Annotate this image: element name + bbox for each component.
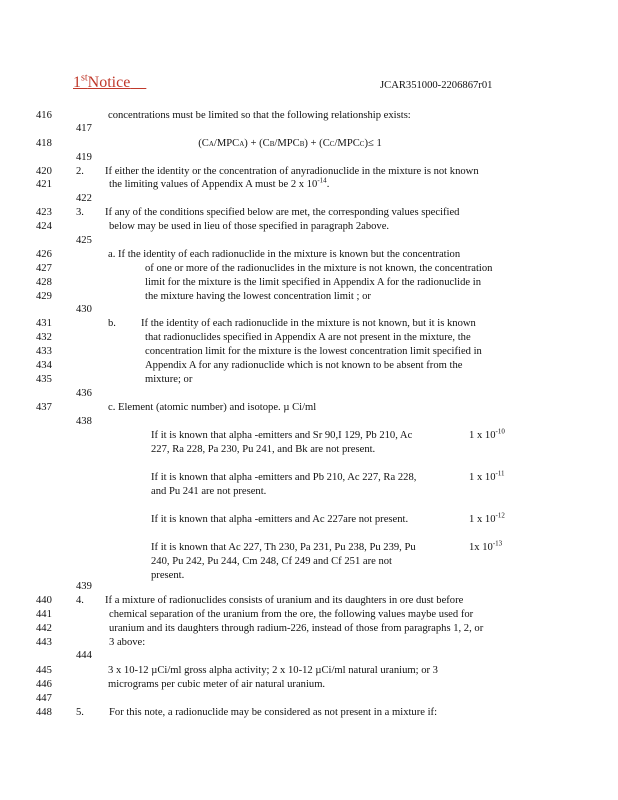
line-number: 439 bbox=[76, 581, 92, 592]
line-424-text: below may be used in lieu of those specified in paragraph 2above. bbox=[109, 221, 390, 232]
line-number: 416 bbox=[36, 110, 52, 121]
line-420-text: If either the identity or the concentration of anyradionuclide in the mixture is not known bbox=[105, 166, 479, 177]
line-443-text: 3 above: bbox=[109, 637, 146, 648]
table-row-1-value: 1 x $10^{-10}$ bbox=[469, 427, 505, 441]
line-number: 443 bbox=[36, 637, 52, 648]
line-number: 436 bbox=[76, 388, 92, 399]
line-number: 440 bbox=[36, 595, 52, 606]
line-number: 420 bbox=[36, 166, 52, 177]
line-number: 426 bbox=[36, 249, 52, 260]
line-number: 417 bbox=[76, 123, 92, 134]
line-number: 422 bbox=[76, 193, 92, 204]
notice-word: Notice bbox=[87, 74, 131, 91]
table-row-2-value: 1 x $10^{-11}$ bbox=[469, 469, 505, 483]
line-435-text: mixture; or bbox=[145, 374, 193, 385]
line-445-text: 3 x 10-12 µCi/ml gross alpha activity; 2 x 10-12 µCi/ml natural uranium; or 3 bbox=[108, 665, 438, 676]
document-id: JCAR351000-2206867r01 bbox=[380, 80, 493, 91]
line-number: 425 bbox=[76, 235, 92, 246]
table-row-4-condition-c: present. bbox=[151, 570, 185, 581]
item-2-number: 2. bbox=[76, 166, 84, 177]
item-b-label: b. bbox=[108, 318, 116, 329]
line-number: 418 bbox=[36, 138, 52, 149]
line-433-text: concentration limit for the mixture is the lowest concentration limit specified in bbox=[145, 346, 482, 357]
line-432-text: that radionuclides specified in Appendix A are not present in the mixture, the bbox=[145, 332, 471, 343]
table-row-3-condition: If it is known that alpha -emitters and Ac 227are not present. bbox=[151, 514, 409, 525]
line-number: 445 bbox=[36, 665, 52, 676]
line-number: 431 bbox=[36, 318, 52, 329]
line-442-text: uranium and its daughters through radium-226, instead of those from paragraphs 1, 2, or bbox=[109, 623, 484, 634]
line-431-text: If the identity of each radionuclide in the mixture is not known, but it is known bbox=[141, 318, 476, 329]
line-427-text: of one or more of the radionuclides in the mixture is not known, the concentration bbox=[145, 263, 493, 274]
line-number: 429 bbox=[36, 291, 52, 302]
line-423-text: If any of the conditions specified below are met, the corresponding values specified bbox=[105, 207, 460, 218]
line-number: 446 bbox=[36, 679, 52, 690]
line-number: 438 bbox=[76, 416, 92, 427]
notice-ordinal: st bbox=[81, 72, 88, 84]
table-row-4-value: 1x $10^{-13}$ bbox=[469, 539, 503, 553]
table-row-2-condition-b: and Pu 241 are not present. bbox=[151, 486, 267, 497]
line-426-text: a. If the identity of each radionuclide in the mixture is known but the concentration bbox=[108, 249, 461, 260]
table-row-4-condition-b: 240, Pu 242, Pu 244, Cm 248, Cf 249 and Cf 251 are not bbox=[151, 556, 393, 567]
line-number: 444 bbox=[76, 650, 92, 661]
table-row-1-condition-a: If it is known that alpha -emitters and Sr 90,I 129, Pb 210, Ac bbox=[151, 430, 413, 441]
table-row-1-condition-b: 227, Ra 228, Pa 230, Pu 241, and Bk are not present. bbox=[151, 444, 376, 455]
line-number: 421 bbox=[36, 179, 52, 190]
line-437-text: c. Element (atomic number) and isotope. µ Ci/ml bbox=[108, 402, 317, 413]
line-number: 419 bbox=[76, 152, 92, 163]
line-number: 442 bbox=[36, 623, 52, 634]
line-number: 427 bbox=[36, 263, 52, 274]
line-429-text: the mixture having the lowest concentration limit ; or bbox=[145, 291, 371, 302]
line-number: 448 bbox=[36, 707, 52, 718]
line-428-text: limit for the mixture is the limit specified in Appendix A for the radionuclide in bbox=[145, 277, 481, 288]
line-number: 435 bbox=[36, 374, 52, 385]
line-number: 441 bbox=[36, 609, 52, 620]
table-row-4-condition-a: If it is known that Ac 227, Th 230, Pa 231, Pu 238, Pu 239, Pu bbox=[151, 542, 416, 553]
line-number: 423 bbox=[36, 207, 52, 218]
item-5-number: 5. bbox=[76, 707, 84, 718]
line-416-text: concentrations must be limited so that the following relationship exists: bbox=[108, 110, 411, 121]
table-row-2-condition-a: If it is known that alpha -emitters and Pb 210, Ac 227, Ra 228, bbox=[151, 472, 417, 483]
line-number: 432 bbox=[36, 332, 52, 343]
line-421-text: the limiting values of Appendix A must be 2 x $10^{-14}$. bbox=[109, 176, 330, 190]
line-number: 430 bbox=[76, 304, 92, 315]
line-440-text: If a mixture of radionuclides consists of uranium and its daughters in ore dust before bbox=[105, 595, 464, 606]
line-441-text: chemical separation of the uranium from the ore, the following values maybe used for bbox=[109, 609, 474, 620]
line-number: 434 bbox=[36, 360, 52, 371]
line-number: 447 bbox=[36, 693, 52, 704]
line-number: 433 bbox=[36, 346, 52, 357]
sum-of-fractions-equation: (CA/MPCA) + (CB/MPCB) + (CC/MPCC)≤ 1 bbox=[198, 138, 382, 149]
notice-number: 1 bbox=[73, 74, 81, 91]
line-number: 424 bbox=[36, 221, 52, 232]
line-number: 437 bbox=[36, 402, 52, 413]
notice-heading bbox=[73, 74, 146, 92]
line-number: 428 bbox=[36, 277, 52, 288]
table-row-3-value: 1 x $10^{-12}$ bbox=[469, 511, 505, 525]
item-3-number: 3. bbox=[76, 207, 84, 218]
item-4-number: 4. bbox=[76, 595, 84, 606]
line-446-text: micrograms per cubic meter of air natural uranium. bbox=[108, 679, 326, 690]
line-434-text: Appendix A for any radionuclide which is not known to be absent from the bbox=[145, 360, 463, 371]
line-448-text: For this note, a radionuclide may be considered as not present in a mixture if: bbox=[109, 707, 438, 718]
